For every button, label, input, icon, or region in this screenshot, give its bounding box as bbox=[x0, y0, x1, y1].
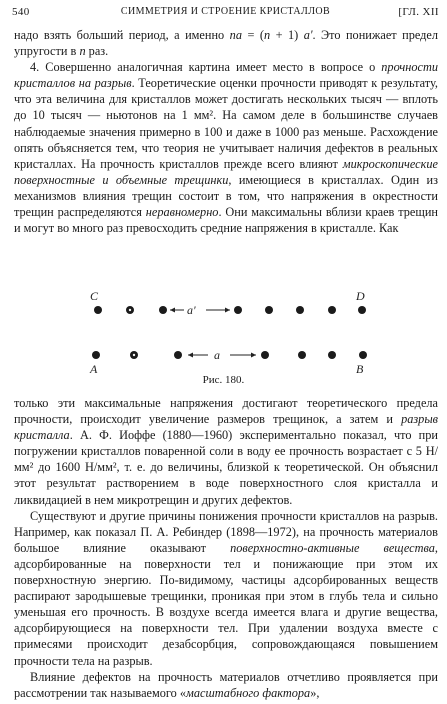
atom-dot-highlight bbox=[133, 354, 135, 356]
corner-label-a: A bbox=[90, 362, 98, 375]
text-run: раз. bbox=[85, 44, 109, 59]
atom-dot bbox=[296, 306, 304, 314]
text-run: », bbox=[310, 685, 320, 700]
italic-text: na bbox=[229, 28, 242, 42]
text-run: Существуют и другие причины понижения прочности кристаллов на разрыв. Например, как показал П. А. Ребиндер (1898—1972), на прочность материалов большое влияние оказывают bbox=[14, 508, 438, 555]
text-run: 4. Совершенно аналогичная картина имеет место в вопросе о bbox=[30, 60, 382, 75]
arrowhead bbox=[225, 308, 230, 313]
spacing-label-a: a bbox=[214, 348, 220, 362]
running-title: СИММЕТРИЯ И СТРОЕНИЕ КРИСТАЛЛОВ bbox=[120, 6, 331, 17]
corner-label-b: B bbox=[356, 362, 364, 375]
atom-dot bbox=[265, 306, 273, 314]
body-text-bottom bbox=[14, 395, 438, 701]
arrowhead bbox=[188, 353, 193, 358]
italic-text: n bbox=[79, 44, 86, 59]
text-run: , адсорбированные на поверхности тел и понижающие при этом их поверхностную энергию. По-видимому, частицы адсорбированных веществ распирают зародышевые трещинки, проникая при этом в глубь тела и сильно уменьшая его прочность. В воздухе всегда имеется влага и другие вещества, адсорбирующиеся на поверхности тел. При удалении воздуха вместе с примесями происходит дезабсорбция, сопровождающаяся повышением прочности тела на разрыв. bbox=[14, 540, 438, 668]
page-number: 540 bbox=[12, 6, 30, 18]
italic-text: прочности кристаллов на разрыв bbox=[14, 60, 438, 91]
running-header bbox=[12, 6, 439, 22]
chapter-label: [ГЛ. XII bbox=[398, 6, 439, 18]
atom-dot bbox=[358, 306, 366, 314]
paragraph bbox=[14, 395, 438, 508]
text-run: + 1) bbox=[270, 28, 304, 42]
paragraph bbox=[14, 59, 438, 236]
atom-dot bbox=[328, 306, 336, 314]
paragraph bbox=[14, 27, 438, 59]
atom-dot bbox=[328, 351, 336, 359]
italic-text: неравномерно bbox=[145, 205, 219, 220]
corner-label-d: D bbox=[356, 289, 365, 303]
italic-text: разрыв кристалла bbox=[14, 412, 438, 443]
text-run: . А. Ф. Иоффе (1880—1960) экспериментально показал, что при погружении кристаллов поваренной соли в воду ее прочность возрастает с 5 Н/мм² до 1600 Н/мм², т. е. до величины, близкой к теоретической. Он объяснил этот результат растворением в воде поверхностного слоя кристалла и ликвидацией в нем микротрещин и других дефектов. bbox=[14, 428, 438, 507]
atom-dot bbox=[94, 306, 102, 314]
atom-dot-highlight bbox=[129, 309, 131, 311]
text-run: только эти максимальные напряжения достигают теоретического предела прочности, происходит увеличение размеров трещинок, а затем и bbox=[14, 396, 438, 427]
paragraph bbox=[14, 669, 438, 701]
italic-text: n bbox=[263, 28, 271, 42]
corner-label-c: C bbox=[90, 289, 99, 303]
spacing-label-a-prime: a' bbox=[187, 303, 196, 317]
text-run: . Они максимальны вблизи краев трещин и могут во много раз превосходить средние напряжения в кристалле. Как bbox=[14, 205, 438, 236]
text-run: надо взять больший период, а именно bbox=[14, 28, 230, 42]
paragraph bbox=[14, 508, 438, 669]
arrowhead bbox=[251, 353, 256, 358]
italic-text: микроскопические поверхностные и объемные трещинки bbox=[14, 156, 438, 187]
body-text-top bbox=[14, 27, 438, 236]
atom-dot bbox=[92, 351, 100, 359]
atom-dot bbox=[159, 306, 167, 314]
text-run: . Теоретические оценки прочности приводят к результату, что эта величина для кристаллов может достигать нескольких тысяч — вплоть до 10 тысяч — ньютонов на 1 мм². На самом деле в большинстве случаев наблюдаемые значения примерно в 100 и даже в 1000 раз меньше. Расхождение опять объясняется тем, что теория не учитывает наличия дефектов в реальных кристаллах. На прочность кристаллов прежде всего влияют bbox=[14, 76, 439, 171]
text-run: . Это понижает предел упругости в bbox=[14, 28, 439, 59]
arrowhead bbox=[170, 308, 175, 313]
text-run: , имеющиеся в кристаллах. Один из механизмов влияния трещин состоит в том, что напряжения в окрестности трещин распределяются bbox=[14, 172, 438, 220]
atom-dot bbox=[298, 351, 306, 359]
figure-180 bbox=[70, 287, 370, 375]
italic-text: поверхностно-активные вещества bbox=[230, 540, 435, 555]
atom-dot bbox=[174, 351, 182, 359]
atom-dot bbox=[359, 351, 367, 359]
text-run: Влияние дефектов на прочность материалов отчетливо проявляется при рассмотрении так называемого « bbox=[14, 669, 438, 700]
atom-dot bbox=[261, 351, 269, 359]
italic-text: a' bbox=[303, 28, 313, 42]
text-run: = ( bbox=[241, 28, 264, 42]
atom-dot bbox=[234, 306, 242, 314]
figure-caption: Рис. 180. bbox=[202, 374, 245, 386]
italic-text: масштабного фактора bbox=[186, 685, 311, 700]
